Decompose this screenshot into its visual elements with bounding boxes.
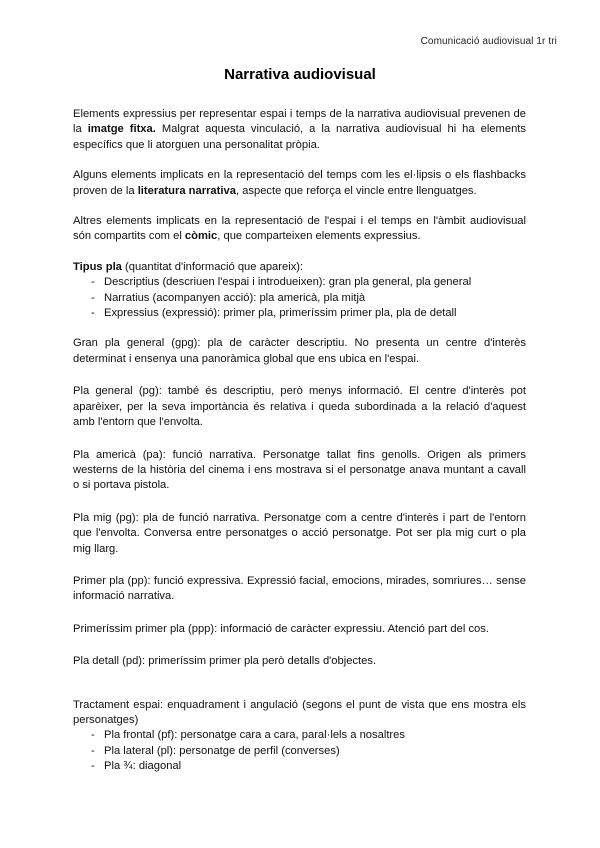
intro-p1-text-a: Elements expressius per representar espai i temps de la narrativa audiovisual prevenen de la [73,108,526,136]
intro-p3-text-a: Altres elements implicats en la representació de l'espai i el temps en l'àmbit audiovisual són compartits com el [73,215,526,243]
tractament-heading: Tractament espai: enquadrament i angulació (segons el punt de vista que ens mostra els personatges) [73,698,526,726]
intro-paragraph-3 [73,214,526,245]
tipus-pla-heading-bold: Tipus pla [73,260,122,273]
pla-pd-paragraph: Pla detall (pd): primeríssim primer pla però detalls d'objectes. [73,655,377,668]
intro-p3-text-b: , que comparteixen elements expressius. [217,230,421,243]
intro-p2-bold: literatura narrativa [137,184,236,197]
tipus-pla-heading-rest: (quantitat d'informació que apareix): [121,260,304,273]
pla-gpg-paragraph: Gran pla general (gpg): pla de caràcter descriptiu. No presenta un centre d'interès determinat i ensenya una panoràmica global que ens ubica en l'espai. [73,337,526,365]
document-body [73,107,526,775]
pla-pg-paragraph: Pla general (pg): també és descriptiu, però menys informació. El centre d'interès pot aparèixer, per la seva importància és relativa i queda subordinada a la relació d'aquest amb l'entorn que l'envolta. [73,385,526,429]
page-header: Comunicació audiovisual 1r tri [420,36,557,47]
list-item: - Descriptius (descriuen l'espai i introdueixen): gran pla general, pla general [91,275,526,290]
document-title: Narrativa audiovisual [224,66,376,83]
list-item: - Narratius (acompanyen acció): pla americà, pla mitjà [91,291,526,306]
intro-p1-text-b: Malgrat aquesta vinculació, a la narrativa audiovisual hi ha elements específics que li atorguen una personalitat pròpia. [73,123,526,151]
tipus-pla-heading [73,260,526,275]
list-item: - Expressius (expressió): primer pla, primeríssim primer pla, pla de detall [91,306,526,321]
intro-paragraph-1 [73,107,526,153]
tractament-list [73,728,526,774]
intro-p1-bold: imatge fitxa. [87,123,156,136]
list-item: - Pla ¾: diagonal [91,759,526,774]
list-item: - Pla frontal (pf): personatge cara a cara, paral·lels a nosaltres [91,728,526,743]
pla-pa-paragraph: Pla americà (pa): funció narrativa. Personatge tallat fins genolls. Origen als primers westerns de la història del cinema i ens mostrava si el personatge anava muntant a cavall o si portava pistola. [73,448,526,492]
tipus-pla-list [73,275,526,321]
pla-pp-paragraph: Primer pla (pp): funció expressiva. Expressió facial, emocions, mirades, somriures… sense informació narrativa. [73,574,526,603]
intro-p2-text-b: , aspecte que reforça el vincle entre llenguatges. [235,184,477,197]
intro-p3-bold: còmic [184,230,218,243]
list-item: - Pla lateral (pl): personatge de perfil (converses) [91,744,526,759]
pla-ppp-paragraph: Primeríssim primer pla (ppp): informació de caràcter expressiu. Atenció part del cos. [73,622,489,635]
intro-p2-text-a: Alguns elements implicats en la representació del temps com les el·lipsis o els flashbacks proven de la [73,169,526,197]
pla-mig-paragraph: Pla mig (pg): pla de funció narrativa. Personatge com a centre d'interès i part de l'entorn que l'envolta. Conversa entre personatges o acció personatge. Pot ser pla mig curt o pla mig llarg. [73,511,526,555]
intro-paragraph-2 [73,168,526,199]
